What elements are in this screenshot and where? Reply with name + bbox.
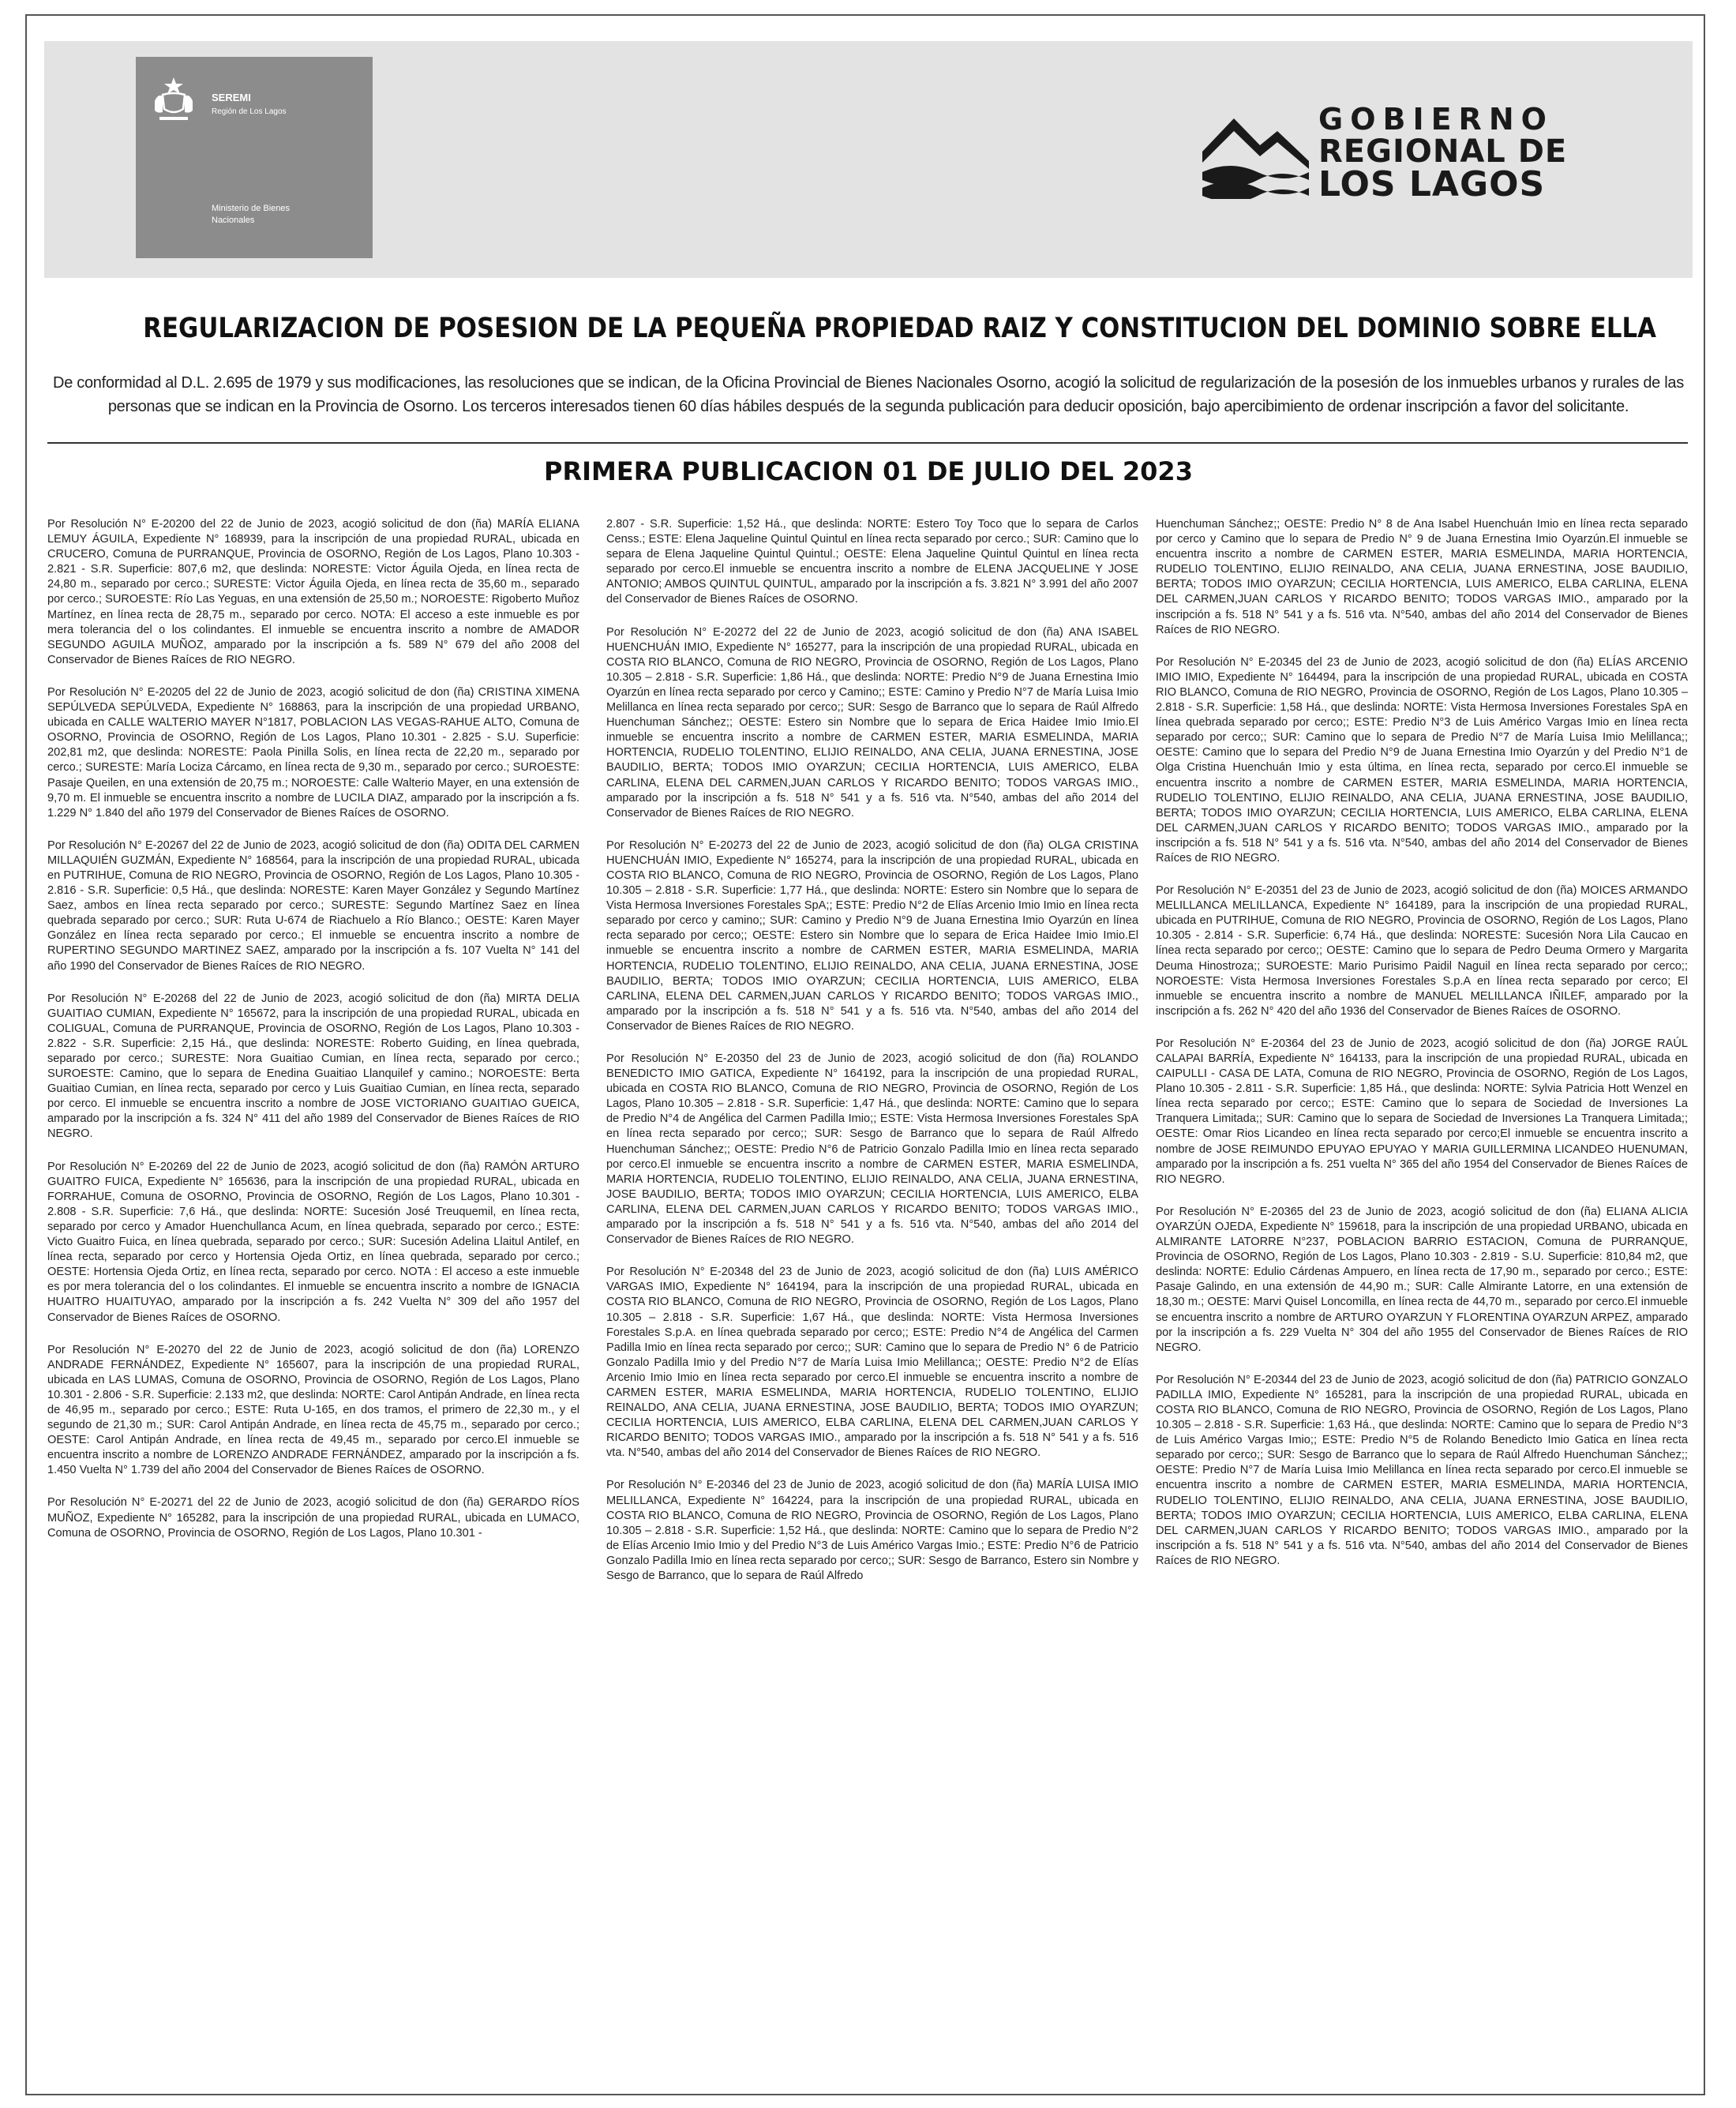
divider <box>47 442 1688 444</box>
seremi-title: SEREMI <box>212 92 251 103</box>
resolution-entry: Por Resolución N° E-20364 del 23 de Junio de 2023, acogió solicitud de don (ña) JORGE RAÚL CALAPAI BARRÍA, Expediente N° 164133, para la inscripción de una propiedad RURAL, ubicada en CAIPULLI - CASA DE LATA, Comuna de RIO NEGRO, Provincia de OSORNO, Región de Los Lagos, Plano 10.305 - 2.811 - S.R. Superficie: 1,85 Há., que deslinda: NORTE: Sylvia Patricia Hott Wenzel en línea recta separado por cerco;; ESTE: Camino que lo separa de Sociedad de Inversiones La Tranquera Limitada;; SUR: Camino que lo separa de Sociedad de Inversiones La Tranquera Limitada;; OESTE: Omar Rios Licandeo en línea recta separado por cerco;El inmueble se encuentra inscrito a nombre de JOSE REIMUNDO EPUYAO EPUYAO Y MARIA GUILLERMINA LICANDEO HUENUMAN, amparado por la inscripción a fs. 251 vuelta N° 365 del año 1954 del Conservador de Bienes Raíces de RIO NEGRO. <box>1156 1037 1688 1186</box>
gobierno-line1: GOBIERNO <box>1318 102 1554 137</box>
resolution-entry: Huenchuman Sánchez;; OESTE: Predio N° 8 de Ana Isabel Huenchuán Imio en línea recta separado por cerco y Camino que lo separa de Predio N° 9 de Juana Ernestina Imio Oyarzún.El inmueble se encuentra inscrito a nombre de CARMEN ESTER, MARIA ESMELINDA, MARIA HORTENCIA, RUDELIO TOLENTINO, ELIJIO REINALDO, ANA CELIA, JUANA ERNESTINA, JOSE BAUDILIO, BERTA; TODOS IMIO OYARZUN; CECILIA HORTENCIA, LUIS AMERICO, ELBA CARLINA, ELENA DEL CARMEN,JUAN CARLOS Y RICARDO BENITO; TODOS VARGAS IMIO., amparado por la inscripción a fs. 518 N° 541 y a fs. 516 vta. N°540, ambas del año 2014 del Conservador de Bienes Raíces de RIO NEGRO. <box>1156 518 1688 636</box>
resolution-entry: Por Resolución N° E-20351 del 23 de Junio de 2023, acogió solicitud de don (ña) MOICES ARMANDO MELILLANCA MELILLANCA, Expediente N° 164189, para la inscripción de una propiedad RURAL, ubicada en PUTRIHUE, Comuna de RIO NEGRO, Provincia de OSORNO, Región de Los Lagos, Plano 10.305 - 2.814 - S.R. Superficie: 6,74 Há., que deslinda: NORESTE: Sucesión Nora Lila Caucao en línea recta separado por cerco;; OESTE: Camino que lo separa de Pedro Deuma Ormero y Margarita Deuma Hinostroza;; SUROESTE: Mario Purisimo Paidil Naguil en línea recta separado por cerco;; NOROESTE: Vista Hermosa Inversiones Forestales S.p.A en línea recta separado por cerco; El inmueble se encuentra inscrito a nombre de MANUEL MELILLANCA IÑILEF, amparado por la inscripción a fs. 262 N° 420 del año 1936 del Conservador de Bienes Raíces de OSORNO. <box>1156 884 1688 1018</box>
gobierno-regional-logo <box>1198 96 1672 215</box>
resolution-entry: Por Resolución N° E-20269 del 22 de Junio de 2023, acogió solicitud de don (ña) RAMÓN ARTURO GUAITRO FUICA, Expediente N° 165636, para la inscripción de una propiedad RURAL, ubicada en FORRAHUE, Comuna de OSORNO, Provincia de OSORNO, Región de Los Lagos, Plano 10.301 - 2.808 - S.R. Superficie: 7,6 Há., que deslinda: NORTE: Sucesión José Treuquemil, en línea recta, separado por cerco y Amador Huenchullanca Acum, en línea quebrada, separado por cerco.; ESTE: Victo Guaitro Fuica, en línea quebrada, separado por cerco.; SUR: Sucesión Adelina Llaitul Antilef, en línea recta, separado por cerco y Hortensia Ojeda Ortiz, en línea quebrada, separado por cerco.; OESTE: Hortensia Ojeda Ortiz, en línea recta, separado por cerco. NOTA : El acceso a este inmueble es por mera tolerancia del o los colindantes. El inmueble se encuentra inscrito a nombre de IGNACIA HUAITRO HUAITUYAO, amparado por la inscripción a fs. 242 Vuelta N° 309 del año 1957 del Conservador de Bienes Raíces de OSORNO. <box>47 1160 579 1324</box>
header-banner <box>44 41 1693 278</box>
intro-paragraph: De conformidad al D.L. 2.695 de 1979 y sus modificaciones, las resoluciones que se indican, de la Oficina Provincial de Bienes Nacionales Osorno, acogió la solicitud de regularización de la posesión de los inmuebles urbanos y rurales de las personas que se indican en la Provincia de Osorno. Los terceros interesados tienen 60 días hábiles después de la segunda publicación para deducir oposición, bajo apercibimiento de ordenar inscripción a favor del solicitante. <box>53 374 1684 415</box>
resolution-entry: Por Resolución N° E-20271 del 22 de Junio de 2023, acogió solicitud de don (ña) GERARDO RÍOS MUÑOZ, Expediente N° 165282, para la inscripción de una propiedad RURAL, ubicada en LUMACO, Comuna de OSORNO, Provincia de OSORNO, Región de Los Lagos, Plano 10.301 - <box>47 1496 579 1540</box>
resolution-entry: Por Resolución N° E-20268 del 22 de Junio de 2023, acogió solicitud de don (ña) MIRTA DELIA GUAITIAO CUMIAN, Expediente N° 165672, para la inscripción de una propiedad RURAL, ubicada en COLIGUAL, Comuna de PURRANQUE, Provincia de OSORNO, Región de Los Lagos, Plano 10.303 - 2.822 - S.R. Superficie: 2,15 Há., que deslinda: NORESTE: Roberto Guiding, en línea quebrada, separado por cerco.; SURESTE: Nora Guaitiao Cumian, en línea recta, separado por cerco.; SUROESTE: Camino, que lo separa de Enedina Guaitiao Llanquilef y camino.; NOROESTE: Berta Guaitiao Cumian, en línea recta, separado por cerco y Luis Guaitiao Cumian, en línea recta, separado por cerco. El inmueble se encuentra inscrito a nombre de JOSE VICTORIANO GUAITIAO GUEICA, amparado por la inscripción a fs. 324 N° 411 del año 1989 del Conservador de Bienes Raíces de RIO NEGRO. <box>47 992 579 1141</box>
resolution-entry: Por Resolución N° E-20205 del 22 de Junio de 2023, acogió solicitud de don (ña) CRISTINA XIMENA SEPÚLVEDA SEPÚLVEDA, Expediente N° 168863, para la inscripción de una propiedad URBANO, ubicada en CALLE WALTERIO MAYER N°1817, POBLACION LAS VEGAS-RAHUE ALTO, Comuna de OSORNO, Provincia de OSORNO, Región de Los Lagos, Plano 10.301 - 2.825 - S.U. Superficie: 202,81 m2, que deslinda: NORESTE: Paola Pinilla Solis, en línea recta de 22,20 m., separado por cerco.; SURESTE: María Lociza Cárcamo, en línea recta de 9,30 m., separado por cerco.; SUROESTE: Pasaje Queilen, en una extensión de 20,75 m.; NOROESTE: Calle Walterio Mayer, en una extensión de 9,70 m. El inmueble se encuentra inscrito a nombre de LUCILA DIAZ, amparado por la inscripción a fs. 1.229 N° 1.840 del año 1979 del Conservador de Bienes Raíces de OSORNO. <box>47 685 579 820</box>
seremi-region: Región de Los Lagos <box>212 107 287 116</box>
publication-heading: PRIMERA PUBLICACION 01 DE JULIO DEL 2023 <box>544 456 1193 486</box>
resolution-entry: Por Resolución N° E-20267 del 22 de Junio de 2023, acogió solicitud de don (ña) ODITA DEL CARMEN MILLAQUIÉN GUZMÁN, Expediente N° 168564, para la inscripción de una propiedad RURAL, ubicada en PUTRIHUE, Comuna de RIO NEGRO, Provincia de OSORNO, Región de Los Lagos, Plano 10.305 - 2.816 - S.R. Superficie: 0,5 Há., que deslinda: NORESTE: Karen Mayer González y Segundo Martínez Saez, ambos en línea recta separado por cerco.; SURESTE: Segundo Martínez Saez en línea quebrada separado por cerco.; SUR: Ruta U-674 de Riachuelo a Río Blanco.; OESTE: Karen Mayer González en línea recta separado por cerco.; El inmueble se encuentra inscrito a nombre de RUPERTINO SEGUNDO MARTINEZ SAEZ, amparado por la inscripción a fs. 107 Vuelta N° 141 del año 1990 del Conservador de Bienes Raíces de RIO NEGRO. <box>47 838 579 973</box>
gobierno-line3: LOS LAGOS <box>1318 164 1546 204</box>
resolution-entry: Por Resolución N° E-20270 del 22 de Junio de 2023, acogió solicitud de don (ña) LORENZO ANDRADE FERNÁNDEZ, Expediente N° 165607, para la inscripción de una propiedad RURAL, ubicada en LAS LUMAS, Comuna de OSORNO, Provincia de OSORNO, Región de Los Lagos, Plano 10.301 - 2.806 - S.R. Superficie: 2.133 m2, que deslinda: NORTE: Carol Antipán Andrade, en línea recta de 46,95 m., separado por cerco.; ESTE: Ruta U-165, en dos tramos, el primero de 22,30 m., y el segundo de 21,30 m.; SUR: Carol Antipán Andrade, en línea recta de 45,75 m., separado por cerco.; OESTE: Carol Antipán Andrade, en línea recta de 49,45 m., separado por cerco.El inmueble se encuentra inscrito a nombre de LORENZO ANDRADE FERNÁNDEZ, amparado por la inscripción a fs. 1.450 Vuelta N° 1.739 del año 2004 del Conservador de Bienes Raíces de OSORNO. <box>47 1343 579 1477</box>
ministry-name: Ministerio de Bienes Nacionales <box>212 204 291 225</box>
resolution-entry: 2.807 - S.R. Superficie: 1,52 Há., que deslinda: NORTE: Estero Toy Toco que lo separa de Carlos Censs.; ESTE: Elena Jaqueline Quintul Quintul en línea recta separado por cerco.; SUR: Camino que lo separa de Elena Jaqueline Quintul Quintul.; OESTE: Elena Jaqueline Quintul Quintul en línea recta separado por cerco.El inmueble se encuentra inscrito a nombre de ELENA JACQUELINE Y JOSE ANTONIO; AMBOS QUINTUL QUINTUL, amparado por la inscripción a fs. 3.821 N° 3.991 del año 2007 del Conservador de Bienes Raíces de OSORNO. <box>606 518 1138 606</box>
resolution-entry: Por Resolución N° E-20365 del 23 de Junio de 2023, acogió solicitud de don (ña) ELIANA ALICIA OYARZÚN OJEDA, Expediente N° 159618, para la inscripción de una propiedad URBANO, ubicada en ALMIRANTE LATORRE N°237, POBLACION BARRIO ESTACION, Comuna de PURRANQUE, Provincia de OSORNO, Región de Los Lagos, Plano 10.303 - 2.819 - S.U. Superficie: 810,84 m2, que deslinda: NORTE: Edulio Cárdenas Ampuero, en línea recta de 17,90 m., separado por cerco.; ESTE: Pasaje Galindo, en una extensión de 44,90 m.; SUR: Calle Almirante Latorre, en una extensión de 18,30 m.; OESTE: Marvi Quisel Loncomilla, en línea recta de 44,70 m., separado por cerco.El inmueble se encuentra inscrito a nombre de ARTURO OYARZUN Y FLORENTINA OYARZUN ARPEZ, amparado por la inscripción a fs. 229 Vuelta N° 304 del año 1955 del Conservador de Bienes Raíces de RIO NEGRO. <box>1156 1205 1688 1354</box>
resolution-entry: Por Resolución N° E-20200 del 22 de Junio de 2023, acogió solicitud de don (ña) MARÍA ELIANA LEMUY ÁGUILA, Expediente N° 168939, para la inscripción de una propiedad RURAL, ubicada en CRUCERO, Comuna de PURRANQUE, Provincia de OSORNO, Región de Los Lagos, Plano 10.303 - 2.821 - S.R. Superficie: 807,6 m2, que deslinda: NORESTE: Victor Águila Ojeda, en línea recta de 24,80 m., separado por cerco.; SURESTE: Victor Águila Ojeda, en línea recta de 35,60 m., separado por cerco.; SUROESTE: Río Las Yeguas, en una extensión de 25,50 m.; NOROESTE: Rigoberto Muñoz Martínez, en línea recta de 28,75 m., separado por cerco. NOTA: El acceso a este inmueble es por mera tolerancia del o los colindantes. El inmueble se encuentra inscrito a nombre de AMADOR SEGUNDO AGUILA MUÑOZ, amparado por la inscripción a fs. 589 N° 679 del año 2008 del Conservador de Bienes Raíces de RIO NEGRO. <box>47 518 579 666</box>
resolution-entry: Por Resolución N° E-20350 del 23 de Junio de 2023, acogió solicitud de don (ña) ROLANDO BENEDICTO IMIO GATICA, Expediente N° 164192, para la inscripción de una propiedad RURAL, ubicada en COSTA RIO BLANCO, Comuna de RIO NEGRO, Provincia de OSORNO, Región de Los Lagos, Plano 10.305 – 2.818 - S.R. Superficie: 1,47 Há., que deslinda: NORTE: Camino que lo separa de Predio N°4 de Angélica del Carmen Padilla Imio;; ESTE: Vista Hermosa Inversiones Forestales SpA en línea recta separado por cerco;; SUR: Sesgo de Barranco que lo separa de Raúl Alfredo Huenchuman Sánchez;; OESTE: Predio N°6 de Patricio Gonzalo Padilla Imio en línea recta separado por cerco.El inmueble se encuentra inscrito a nombre de CARMEN ESTER, MARIA ESMELINDA, MARIA HORTENCIA, RUDELIO TOLENTINO, ELIJIO REINALDO, ANA CELIA, JUANA ERNESTINA, JOSE BAUDILIO, BERTA; TODOS IMIO OYARZUN; CECILIA HORTENCIA, LUIS AMERICO, ELBA CARLINA, ELENA DEL CARMEN,JUAN CARLOS Y RICARDO BENITO; TODOS VARGAS IMIO., amparado por la inscripción a fs. 518 N° 541 y a fs. 516 vta. N°540, ambas del año 2014 del Conservador de Bienes Raíces de RIO NEGRO. <box>606 1052 1138 1247</box>
seremi-logo <box>136 57 373 258</box>
resolution-entry: Por Resolución N° E-20346 del 23 de Junio de 2023, acogió solicitud de don (ña) MARÍA LUISA IMIO MELILLANCA, Expediente N° 164224, para la inscripción de una propiedad RURAL, ubicada en COSTA RIO BLANCO, Comuna de RIO NEGRO, Provincia de OSORNO, Región de Los Lagos, Plano 10.305 – 2.818 - S.R. Superficie: 1,52 Há., que deslinda: NORTE: Camino que lo separa de Predio N°2 de Elías Arcenio Imio Imio y del Predio N°3 de Luis Américo Vargas Imio.; ESTE: Predio N°6 de Patricio Gonzalo Padilla Imio en línea recta separado por cerco;; SUR: Sesgo de Barranco, Estero sin Nombre y Sesgo de Barranco, que lo separa de Raúl Alfredo <box>606 1479 1138 1582</box>
resolution-entry: Por Resolución N° E-20273 del 22 de Junio de 2023, acogió solicitud de don (ña) OLGA CRISTINA HUENCHUÁN IMIO, Expediente N° 165274, para la inscripción de una propiedad RURAL, ubicada en COSTA RIO BLANCO, Comuna de RIO NEGRO, Provincia de OSORNO, Región de Los Lagos, Plano 10.305 – 2.818 - S.R. Superficie: 1,77 Há., que deslinda: NORTE: Estero sin Nombre que lo separa de Vista Hermosa Inversiones Forestales SpA;; ESTE: Predio N°2 de Elías Arcenio Imio Imio en línea recta separado por cerco y camino;; SUR: Camino y Predio N°9 de Juana Ernestina Imio Oyarzún en línea recta separado por cerco;; OESTE: Estero sin Nombre que lo separa de Erica Haidee Imio Imio.El inmueble se encuentra inscrito a nombre de CARMEN ESTER, MARIA ESMELINDA, MARIA HORTENCIA, RUDELIO TOLENTINO, ELIJIO REINALDO, ANA CELIA, JUANA ERNESTINA, JOSE BAUDILIO, BERTA; TODOS IMIO OYARZUN; CECILIA HORTENCIA, LUIS AMERICO, ELBA CARLINA, ELENA DEL CARMEN,JUAN CARLOS Y RICARDO BENITO; TODOS VARGAS IMIO., amparado por la inscripción a fs. 518 N° 541 y a fs. 516 vta. N°540, ambas del año 2014 del Conservador de Bienes Raíces de RIO NEGRO. <box>606 838 1138 1033</box>
resolution-entry: Por Resolución N° E-20348 del 23 de Junio de 2023, acogió solicitud de don (ña) LUIS AMÉRICO VARGAS IMIO, Expediente N° 164194, para la inscripción de una propiedad RURAL, ubicada en COSTA RIO BLANCO, Comuna de RIO NEGRO, Provincia de OSORNO, Región de Los Lagos, Plano 10.305 – 2.818 - S.R. Superficie: 1,67 Há., que deslinda: NORTE: Vista Hermosa Inversiones Forestales S.p.A. en línea quebrada separado por cerco;; ESTE: Predio N°4 de Angélica del Carmen Padilla Imio en línea recta separado por cerco;; SUR: Camino que lo separa de Predio N° 6 de Patricio Gonzalo Padilla Imio y del Predio N°7 de María Luisa Imio Melillanca;; OESTE: Predio N°2 de Elías Arcenio Imio Imio en línea recta separado por cerco.El inmueble se encuentra inscrito a nombre de CARMEN ESTER, MARIA ESMELINDA, MARIA HORTENCIA, RUDELIO TOLENTINO, ELIJIO REINALDO, ANA CELIA, JUANA ERNESTINA, JOSE BAUDILIO, BERTA; TODOS IMIO OYARZUN; CECILIA HORTENCIA, LUIS AMERICO, ELBA CARLINA, ELENA DEL CARMEN,JUAN CARLOS Y RICARDO BENITO; TODOS VARGAS IMIO., amparado por la inscripción a fs. 518 N° 541 y a fs. 516 vta. N°540, ambas del año 2014 del Conservador de Bienes Raíces de RIO NEGRO. <box>606 1266 1138 1460</box>
gobierno-line2: REGIONAL DE <box>1318 133 1568 170</box>
resolution-entry: Por Resolución N° E-20272 del 22 de Junio de 2023, acogió solicitud de don (ña) ANA ISABEL HUENCHUÁN IMIO, Expediente N° 165277, para la inscripción de una propiedad RURAL, ubicada en COSTA RIO BLANCO, Comuna de RIO NEGRO, Provincia de OSORNO, Región de Los Lagos, Plano 10.305 – 2.818 - S.R. Superficie: 1,86 Há., que deslinda: NORTE: Predio N°9 de Juana Ernestina Imio Oyarzún en línea recta separado por cerco y Camino;; ESTE: Camino y Predio N°7 de María Luisa Imio Melillanca en línea recta separado por cerco;; SUR: Sesgo de Barranco que lo separa de Raúl Alfredo Huenchuman Sánchez;; OESTE: Estero sin Nombre que lo separa de Erica Haidee Imio Imio.El inmueble se encuentra inscrito a nombre de CARMEN ESTER, MARIA ESMELINDA, MARIA HORTENCIA, RUDELIO TOLENTINO, ELIJIO REINALDO, ANA CELIA, JUANA ERNESTINA, JOSE BAUDILIO, BERTA; TODOS IMIO OYARZUN; CECILIA HORTENCIA, LUIS AMERICO, ELBA CARLINA, ELENA DEL CARMEN,JUAN CARLOS Y RICARDO BENITO; TODOS VARGAS IMIO., amparado por la inscripción a fs. 518 N° 541 y a fs. 516 vta. N°540, ambas del año 2014 del Conservador de Bienes Raíces de RIO NEGRO. <box>606 625 1138 820</box>
chile-coat-of-arms-icon <box>152 73 196 125</box>
page-title: REGULARIZACION DE POSESION DE LA PEQUEÑA PROPIEDAD RAIZ Y CONSTITUCION DEL DOMINIO SOBRE ELLA <box>143 313 1656 344</box>
column-3 <box>1156 517 1688 1586</box>
column-2 <box>606 517 1138 1601</box>
resolution-entry: Por Resolución N° E-20344 del 23 de Junio de 2023, acogió solicitud de don (ña) PATRICIO GONZALO PADILLA IMIO, Expediente N° 165281, para la inscripción de una propiedad RURAL, ubicada en COSTA RIO BLANCO, Comuna de RIO NEGRO, Provincia de OSORNO, Región de Los Lagos, Plano 10.305 – 2.818 - S.R. Superficie: 1,63 Há., que deslinda: NORTE: Camino que lo separa de Predio N°3 de Luis Américo Vargas Imio;; ESTE: Predio N°5 de Rolando Benedicto Imio Gatica en línea recta separado por cerco;; SUR: Sesgo de Barranco que lo separa de Raúl Alfredo Huenchuman Sánchez;; OESTE: Predio N°7 de María Luisa Imio Melillanca en línea recta separado por cerco.El inmueble se encuentra inscrito a nombre de CARMEN ESTER, MARIA ESMELINDA, MARIA HORTENCIA, RUDELIO TOLENTINO, ELIJIO REINALDO, ANA CELIA, JUANA ERNESTINA, JOSE BAUDILIO, BERTA; TODOS IMIO OYARZUN; CECILIA HORTENCIA, LUIS AMERICO, ELBA CARLINA, ELENA DEL CARMEN,JUAN CARLOS Y RICARDO BENITO; TODOS VARGAS IMIO., amparado por la inscripción a fs. 518 N° 541 y a fs. 516 vta. N°540, ambas del año 2014 del Conservador de Bienes Raíces de RIO NEGRO. <box>1156 1373 1688 1567</box>
resolution-entry: Por Resolución N° E-20345 del 23 de Junio de 2023, acogió solicitud de don (ña) ELÍAS ARCENIO IMIO IMIO, Expediente N° 164494, para la inscripción de una propiedad RURAL, ubicada en COSTA RIO BLANCO, Comuna de RIO NEGRO, Provincia de OSORNO, Región de Los Lagos, Plano 10.305 – 2.818 - S.R. Superficie: 1,58 Há., que deslinda: NORTE: Vista Hermosa Inversiones Forestales SpA en línea quebrada separado por cerco;; ESTE: Predio N°3 de Luis Américo Vargas Imio en línea recta separado por cerco;; SUR: Camino que lo separa de Predio N°7 de María Luisa Imio Melillanca;; OESTE: Camino que lo separa del Predio N°9 de Juana Ernestina Imio Oyarzún y del Predio N°1 de Olga Cristina Huenchuán Imio y esta última, en línea recta, separado por cerco.El inmueble se encuentra inscrito a nombre de CARMEN ESTER, MARIA ESMELINDA, MARIA HORTENCIA, RUDELIO TOLENTINO, ELIJIO REINALDO, ANA CELIA, JUANA ERNESTINA, JOSE BAUDILIO, BERTA; TODOS IMIO OYARZUN; CECILIA HORTENCIA, LUIS AMERICO, ELBA CARLINA, ELENA DEL CARMEN,JUAN CARLOS Y RICARDO BENITO; TODOS VARGAS IMIO., amparado por la inscripción a fs. 518 N° 541 y a fs. 516 vta. N°540, ambas del año 2014 del Conservador de Bienes Raíces de RIO NEGRO. <box>1156 655 1688 865</box>
column-1 <box>47 517 579 1558</box>
mountain-lake-icon <box>1198 104 1313 199</box>
